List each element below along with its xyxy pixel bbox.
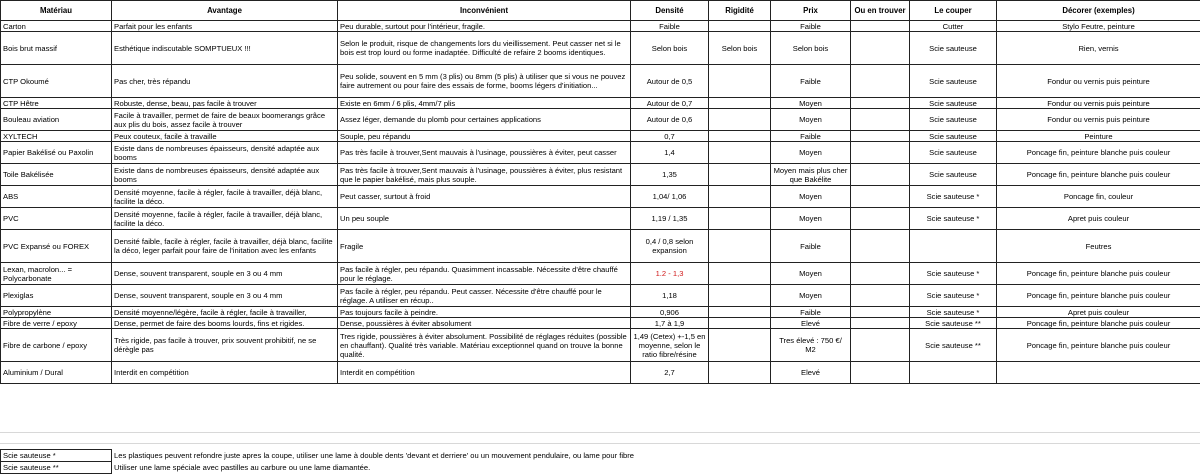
cell-material[interactable]: CTP Hêtre (1, 98, 112, 109)
cell-advantage[interactable]: Densité faible, facile à régler, facile à travailler, déjà blanc, facilite la déco, leger parfait pour faire de l'initation avec les enfants (112, 230, 338, 263)
cell-rigidity[interactable] (709, 98, 771, 109)
cell-rigidity[interactable] (709, 307, 771, 318)
cell-material[interactable]: PVC (1, 208, 112, 230)
cell-density[interactable]: 0,4 / 0,8 selon expansion (631, 230, 709, 263)
cell-price[interactable]: Elevé (771, 362, 851, 384)
table-row (1, 98, 1200, 109)
cell-cutting[interactable]: Scie sauteuse (910, 98, 997, 109)
cell-where-to-find[interactable] (851, 131, 910, 142)
cell-decoration[interactable] (997, 362, 1200, 384)
cell-drawback[interactable]: Peut casser, surtout à froid (338, 186, 631, 208)
cell-material[interactable]: Fibre de carbone / epoxy (1, 329, 112, 362)
cell-rigidity[interactable] (709, 21, 771, 32)
cell-advantage[interactable]: Densité moyenne/légère, facile à régler, facile à travailler, (112, 307, 338, 318)
cell-cutting[interactable]: Scie sauteuse (910, 142, 997, 164)
cell-where-to-find[interactable] (851, 32, 910, 65)
cell-rigidity[interactable] (709, 285, 771, 307)
header-decoration: Décorer (exemples) (997, 1, 1200, 21)
table-row (1, 142, 1200, 164)
cell-price[interactable]: Moyen (771, 263, 851, 285)
cell-density[interactable]: 1,35 (631, 164, 709, 186)
cell-advantage[interactable]: Dense, permet de faire des booms lourds, fins et rigides. (112, 318, 338, 329)
cell-where-to-find[interactable] (851, 164, 910, 186)
cell-drawback[interactable]: Pas très facile à trouver,Sent mauvais à l'usinage, poussières à éviter, peut casser (338, 142, 631, 164)
cell-decoration[interactable]: Peinture (997, 131, 1200, 142)
cell-cutting[interactable]: Scie sauteuse (910, 131, 997, 142)
cell-decoration[interactable]: Fondur ou vernis puis peinture (997, 65, 1200, 98)
cell-material[interactable]: Plexiglas (1, 285, 112, 307)
note-row (1, 462, 1200, 474)
cell-advantage[interactable]: Dense, souvent transparent, souple en 3 ou 4 mm (112, 285, 338, 307)
cell-cutting[interactable]: Scie sauteuse (910, 32, 997, 65)
cell-rigidity[interactable]: Selon bois (709, 32, 771, 65)
cell-drawback[interactable]: Pas très facile à trouver,Sent mauvais à l'usinage, poussières à éviter, plus resistant que le papier bakélisé, mais plus souple. (338, 164, 631, 186)
cell-cutting[interactable]: Scie sauteuse ** (910, 329, 997, 362)
cell-decoration[interactable]: Fondur ou vernis puis peinture (997, 109, 1200, 131)
cell-cutting[interactable] (910, 362, 997, 384)
cell-where-to-find[interactable] (851, 362, 910, 384)
cell-density[interactable]: Autour de 0,7 (631, 98, 709, 109)
cell-decoration[interactable]: Poncage fin, peinture blanche puis couleur (997, 164, 1200, 186)
cell-decoration[interactable]: Poncage fin, couleur (997, 186, 1200, 208)
cell-rigidity[interactable] (709, 318, 771, 329)
cell-cutting[interactable]: Scie sauteuse (910, 164, 997, 186)
cell-where-to-find[interactable] (851, 186, 910, 208)
table-row (1, 362, 1200, 384)
cell-advantage[interactable]: Dense, souvent transparent, souple en 3 ou 4 mm (112, 263, 338, 285)
cell-rigidity[interactable] (709, 263, 771, 285)
cell-price[interactable]: Moyen (771, 186, 851, 208)
header-row (1, 1, 1200, 21)
cell-rigidity[interactable] (709, 65, 771, 98)
cell-decoration[interactable]: Feutres (997, 230, 1200, 263)
note-label[interactable]: Scie sauteuse * (1, 450, 112, 462)
note-text[interactable]: Utiliser une lame spéciale avec pastilles au carbure ou une lame diamantée. (114, 462, 371, 472)
header-drawback: Inconvénient (338, 1, 631, 21)
notes-body (1, 450, 1200, 474)
cell-advantage[interactable]: Peux couteux, facile à travaille (112, 131, 338, 142)
cell-advantage[interactable]: Parfait pour les enfants (112, 21, 338, 32)
table-row (1, 32, 1200, 65)
cell-decoration[interactable]: Stylo Feutre, peinture (997, 21, 1200, 32)
cell-drawback[interactable]: Pas facile à régler, peu répandu. Peut casser. Nécessite d'être chauffé pour le réglage. A utiliser en récup.. (338, 285, 631, 307)
cell-material[interactable]: Polypropylène (1, 307, 112, 318)
cell-decoration[interactable]: Apret puis couleur (997, 307, 1200, 318)
cell-drawback[interactable]: Tres rigide, poussières à éviter absolument. Possibilité de réglages réduites (possible en chauffant). Qualité très variable. Matériau exceptionnel quand on trouve la bonne qualité. (338, 329, 631, 362)
cell-drawback[interactable]: Pas toujours facile à peindre. (338, 307, 631, 318)
header-where-to-find: Ou en trouver (851, 1, 910, 21)
cell-density[interactable]: 0,7 (631, 131, 709, 142)
table-row (1, 230, 1200, 263)
cell-drawback[interactable]: Pas facile à régler, peu répandu. Quasimment incassable. Nécessite d'être chauffé pour le réglage. (338, 263, 631, 285)
cell-drawback[interactable]: Un peu souple (338, 208, 631, 230)
cell-density[interactable]: 1,7 à 1,9 (631, 318, 709, 329)
cell-drawback[interactable]: Interdit en compétition (338, 362, 631, 384)
cell-cutting[interactable]: Scie sauteuse * (910, 307, 997, 318)
cell-where-to-find[interactable] (851, 230, 910, 263)
table-row (1, 318, 1200, 329)
cell-advantage[interactable]: Existe dans de nombreuses épaisseurs, densité adaptée aux booms (112, 164, 338, 186)
cell-rigidity[interactable] (709, 109, 771, 131)
header-price: Prix (771, 1, 851, 21)
cell-where-to-find[interactable] (851, 318, 910, 329)
table-row (1, 307, 1200, 318)
header-rigidity: Rigidité (709, 1, 771, 21)
cell-decoration[interactable]: Apret puis couleur (997, 208, 1200, 230)
cell-rigidity[interactable] (709, 142, 771, 164)
cell-material[interactable]: Lexan, macrolon... = Polycarbonate (1, 263, 112, 285)
table-row (1, 65, 1200, 98)
cell-where-to-find[interactable] (851, 285, 910, 307)
cell-price[interactable]: Tres élevé : 750 €/ M2 (771, 329, 851, 362)
cell-cutting[interactable]: Scie sauteuse (910, 65, 997, 98)
header-cutting: Le couper (910, 1, 997, 21)
table-row (1, 208, 1200, 230)
table-body (1, 21, 1200, 384)
table-row (1, 263, 1200, 285)
note-row (1, 450, 1200, 462)
cell-rigidity[interactable] (709, 164, 771, 186)
table-row (1, 21, 1200, 32)
cell-drawback[interactable]: Fragile (338, 230, 631, 263)
note-label[interactable]: Scie sauteuse ** (1, 462, 112, 474)
empty-rows (0, 432, 1200, 449)
cell-advantage[interactable]: Robuste, dense, beau, pas facile à trouver (112, 98, 338, 109)
table-row (1, 109, 1200, 131)
cell-advantage[interactable]: Interdit en compétition (112, 362, 338, 384)
cell-where-to-find[interactable] (851, 109, 910, 131)
cell-price[interactable]: Faible (771, 307, 851, 318)
cell-cutting[interactable]: Scie sauteuse * (910, 263, 997, 285)
cell-density[interactable]: 1,04/ 1,06 (631, 186, 709, 208)
cell-material[interactable]: Fibre de verre / epoxy (1, 318, 112, 329)
cell-rigidity[interactable] (709, 131, 771, 142)
table-row (1, 285, 1200, 307)
cell-material[interactable]: PVC Expansé ou FOREX (1, 230, 112, 263)
cell-material[interactable]: Bois brut massif (1, 32, 112, 65)
table-row (1, 329, 1200, 362)
cell-drawback[interactable]: Selon le produit, risque de changements lors du vieillissement. Peut casser net si le bois est trop lourd ou forme inadaptée. Difficulté de refaire 2 booms identiques. (338, 32, 631, 65)
cell-rigidity[interactable] (709, 362, 771, 384)
cell-decoration[interactable]: Poncage fin, peinture blanche puis couleur (997, 329, 1200, 362)
cell-where-to-find[interactable] (851, 307, 910, 318)
cell-cutting[interactable] (910, 230, 997, 263)
cell-advantage[interactable]: Esthétique indiscutable SOMPTUEUX !!! (112, 32, 338, 65)
cell-price[interactable]: Moyen (771, 98, 851, 109)
cell-price[interactable]: Moyen (771, 208, 851, 230)
cell-advantage[interactable]: Facile à travailler, permet de faire de beaux boomerangs grâce aux plis du bois, assez facile à trouver (112, 109, 338, 131)
cell-drawback[interactable]: Souple, peu répandu (338, 131, 631, 142)
cell-advantage[interactable]: Densité moyenne, facile à régler, facile à travailler, déjà blanc, facilite la déco. (112, 208, 338, 230)
cell-density[interactable]: 1,4 (631, 142, 709, 164)
cell-density[interactable]: 1.2 - 1,3 (631, 263, 709, 285)
cell-density[interactable]: 2,7 (631, 362, 709, 384)
cell-material[interactable]: Carton (1, 21, 112, 32)
cell-cutting[interactable]: Scie sauteuse * (910, 186, 997, 208)
cell-advantage[interactable]: Existe dans de nombreuses épaisseurs, densité adaptée aux booms (112, 142, 338, 164)
cell-density[interactable]: Faible (631, 21, 709, 32)
cell-material[interactable]: Papier Bakélisé ou Paxolin (1, 142, 112, 164)
cell-cutting[interactable]: Scie sauteuse * (910, 285, 997, 307)
cell-cutting[interactable]: Scie sauteuse ** (910, 318, 997, 329)
table-row (1, 186, 1200, 208)
cell-material[interactable]: Aluminium / Dural (1, 362, 112, 384)
cell-drawback[interactable]: Peu solide, souvent en 5 mm (3 plis) ou 8mm (5 plis) à utiliser que si vous ne pouvez faire autrement ou pour faire des essais de forme, booms légers d'initiation... (338, 65, 631, 98)
cell-decoration[interactable]: Poncage fin, peinture blanche puis couleur (997, 285, 1200, 307)
cell-rigidity[interactable] (709, 230, 771, 263)
cell-price[interactable]: Elevé (771, 318, 851, 329)
cell-decoration[interactable]: Fondur ou vernis puis peinture (997, 98, 1200, 109)
cell-rigidity[interactable] (709, 186, 771, 208)
notes-table (0, 449, 1200, 474)
cell-material[interactable]: Toile Bakélisée (1, 164, 112, 186)
cell-material[interactable]: Bouleau aviation (1, 109, 112, 131)
cell-density[interactable]: Selon bois (631, 32, 709, 65)
cell-drawback[interactable]: Existe en 6mm / 6 plis, 4mm/7 plis (338, 98, 631, 109)
cell-cutting[interactable]: Scie sauteuse (910, 109, 997, 131)
cell-drawback[interactable]: Peu durable, surtout pour l'intérieur, fragile. (338, 21, 631, 32)
cell-rigidity[interactable] (709, 329, 771, 362)
cell-price[interactable]: Moyen mais plus cher que Bakélite (771, 164, 851, 186)
cell-density[interactable]: 1,49 (Cetex) +-1,5 en moyenne, selon le ratio fibre/résine (631, 329, 709, 362)
cell-density[interactable]: 0,906 (631, 307, 709, 318)
cell-decoration[interactable]: Rien, vernis (997, 32, 1200, 65)
header-advantage: Avantage (112, 1, 338, 21)
cell-cutting[interactable]: Scie sauteuse * (910, 208, 997, 230)
cell-material[interactable]: XYLTECH (1, 131, 112, 142)
cell-drawback[interactable]: Assez léger, demande du plomb pour certaines applications (338, 109, 631, 131)
cell-price[interactable]: Selon bois (771, 32, 851, 65)
cell-advantage[interactable]: Densité moyenne, facile à régler, facile à travailler, déjà blanc, facilite la déco. (112, 186, 338, 208)
cell-where-to-find[interactable] (851, 329, 910, 362)
cell-price[interactable]: Moyen (771, 142, 851, 164)
cell-cutting[interactable]: Cutter (910, 21, 997, 32)
cell-rigidity[interactable] (709, 208, 771, 230)
cell-material[interactable]: ABS (1, 186, 112, 208)
cell-density[interactable]: Autour de 0,6 (631, 109, 709, 131)
note-text[interactable]: Les plastiques peuvent refondre juste apres la coupe, utiliser une lame à double dents 'devant et derriere' ou un mouvement pendulaire, ou lame pour fibre (114, 450, 635, 460)
header-material: Matériau (1, 1, 112, 21)
header-density: Densité (631, 1, 709, 21)
cell-advantage[interactable]: Très rigide, pas facile à trouver, prix souvent prohibitif, ne se dérègle pas (112, 329, 338, 362)
cell-decoration[interactable]: Poncage fin, peinture blanche puis couleur (997, 142, 1200, 164)
cell-decoration[interactable]: Poncage fin, peinture blanche puis couleur (997, 263, 1200, 285)
cell-material[interactable]: CTP Okoumé (1, 65, 112, 98)
cell-price[interactable]: Faible (771, 131, 851, 142)
cell-density[interactable]: 1,18 (631, 285, 709, 307)
cell-where-to-find[interactable] (851, 263, 910, 285)
cell-where-to-find[interactable] (851, 208, 910, 230)
cell-price[interactable]: Faible (771, 65, 851, 98)
cell-where-to-find[interactable] (851, 98, 910, 109)
cell-where-to-find[interactable] (851, 142, 910, 164)
cell-density[interactable]: 1,19 / 1,35 (631, 208, 709, 230)
cell-density[interactable]: Autour de 0,5 (631, 65, 709, 98)
cell-price[interactable]: Moyen (771, 109, 851, 131)
cell-price[interactable]: Moyen (771, 285, 851, 307)
table-row (1, 131, 1200, 142)
cell-drawback[interactable]: Dense, poussières à éviter absolument (338, 318, 631, 329)
cell-where-to-find[interactable] (851, 21, 910, 32)
cell-price[interactable]: Faible (771, 230, 851, 263)
table-row (1, 164, 1200, 186)
cell-where-to-find[interactable] (851, 65, 910, 98)
cell-price[interactable]: Faible (771, 21, 851, 32)
cell-decoration[interactable]: Poncage fin, peinture blanche puis couleur (997, 318, 1200, 329)
cell-advantage[interactable]: Pas cher, très répandu (112, 65, 338, 98)
